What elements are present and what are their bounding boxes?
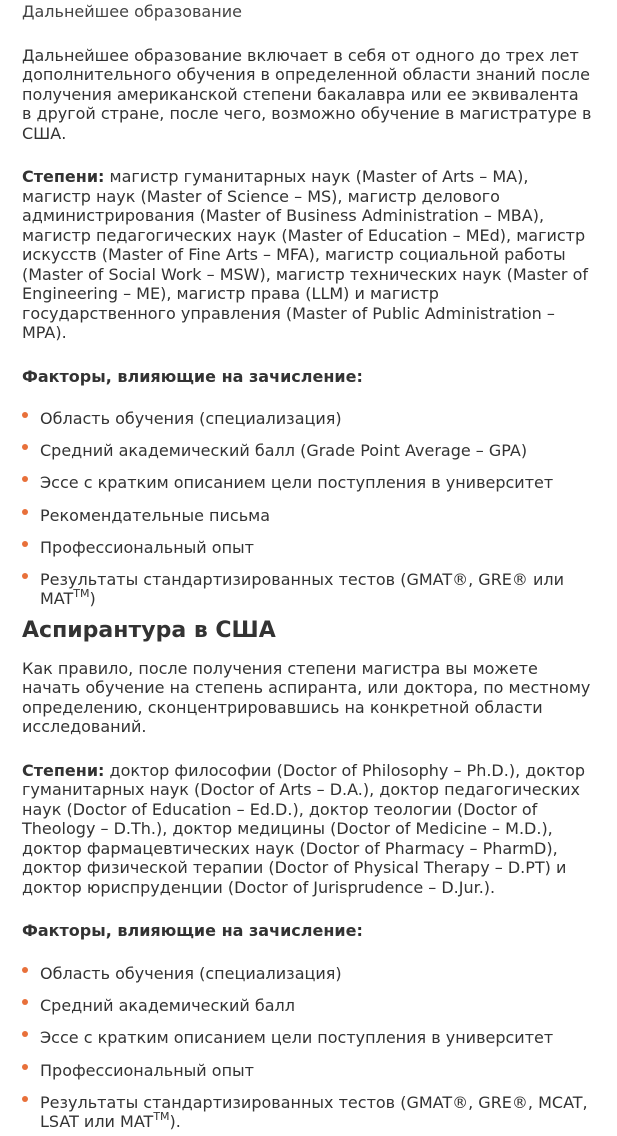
list-item-text: Рекомендательные письма (40, 505, 270, 525)
bullet-icon (22, 1031, 28, 1037)
list-item (22, 473, 592, 493)
bullet-icon (22, 412, 28, 418)
list-item (22, 441, 592, 461)
degrees-label: Степени: (22, 167, 105, 186)
list-item (22, 964, 592, 984)
degrees-text: доктор философии (Doctor of Philosophy – Ph.D.), доктор гуманитарных наук (Doctor of Arts – D.A.), доктор педагогических наук (Doctor of Education – Ed.D.), доктор теологии (Doctor of Theology – D.Th.), доктор медицины (Doctor of Medicine – M.D.), доктор фармацевтических наук (Doctor of Pharmacy – PharmD), доктор физической терапии (Doctor of Physical Therapy – D.PT) и доктор юриспруденции (Doctor of Jurisprudence – D.Jur.). (22, 760, 586, 897)
bullet-icon (22, 573, 28, 579)
factors-heading: Факторы, влияющие на зачисление: (22, 366, 363, 386)
degrees-label: Степени: (22, 760, 105, 780)
degrees-paragraph (22, 761, 592, 898)
bullet-icon (22, 1064, 28, 1070)
list-item (22, 1028, 592, 1048)
list-item-text: Средний академический балл (Grade Point Average – GPA) (40, 441, 528, 461)
degrees-paragraph (22, 167, 592, 343)
list-item (22, 570, 592, 609)
degrees-text: магистр гуманитарных наук (Master of Arts – MA), магистр наук (Master of Science – MS), магистр делового администрирования (Master of Business Administration – MBA), магистр педагогических наук (Master of Education – MEd), магистр искусств (Master of Fine Arts – MFA), магистр социальной работы (Master of Social Work – MSW), магистр технических наук (Master of Engineering – ME), магистр права (LLM) и магистр государственного управления (Master of Public Administration – MPA). (22, 167, 588, 342)
section-title-further-education: Дальнейшее образование (22, 2, 242, 21)
bullet-icon (22, 476, 28, 482)
trademark-superscript: TM (153, 1110, 170, 1124)
list-item (22, 1093, 592, 1132)
factors-list (22, 409, 592, 609)
bullet-icon (22, 509, 28, 515)
factors-heading: Факторы, влияющие на зачисление: (22, 921, 363, 941)
list-item-text: Эссе с кратким описанием цели поступления в университет (40, 473, 554, 493)
list-item-text-end: ). (169, 1112, 181, 1132)
list-item-text: Результаты стандартизированных тестов (GMAT®, GRE® или MAT (40, 569, 565, 609)
list-item (22, 538, 592, 558)
article-content (22, 0, 592, 1132)
bullet-icon (22, 967, 28, 973)
list-item-text: Средний академический балл (40, 996, 295, 1016)
list-item (22, 996, 592, 1016)
list-item (22, 409, 592, 429)
section-description: Как правило, после получения степени магистра вы можете начать обучение на степень аспиранта, или доктора, по местному определению, сконцентрировавшись на конкретной области исследований. (22, 658, 591, 737)
bullet-icon (22, 999, 28, 1005)
trademark-superscript: TM (73, 587, 90, 601)
bullet-icon (22, 444, 28, 450)
list-item (22, 506, 592, 526)
list-item-text: Эссе с кратким описанием цели поступления в университет (40, 1028, 554, 1048)
list-item-text: Область обучения (специализация) (40, 963, 342, 983)
list-item (22, 1061, 592, 1081)
list-item-text: Результаты стандартизированных тестов (GMAT®, GRE®, MCAT, LSAT или MAT (40, 1092, 588, 1132)
bullet-icon (22, 1096, 28, 1102)
list-item-text: Область обучения (специализация) (40, 409, 342, 428)
factors-list (22, 964, 592, 1132)
list-item-text: Профессиональный опыт (40, 537, 254, 557)
bullet-icon (22, 541, 28, 547)
list-item-text: Профессиональный опыт (40, 1060, 254, 1080)
section-heading-doctorate: Аспирантура в США (22, 617, 276, 643)
section-description: Дальнейшее образование включает в себя от одного до трех лет дополнительного обучения в определенной области знаний после получения американской степени бакалавра или ее эквивалента в другой стране, после чего, возможно обучение в магистратуре в США. (22, 45, 592, 143)
list-item-text-end: ) (89, 589, 96, 609)
